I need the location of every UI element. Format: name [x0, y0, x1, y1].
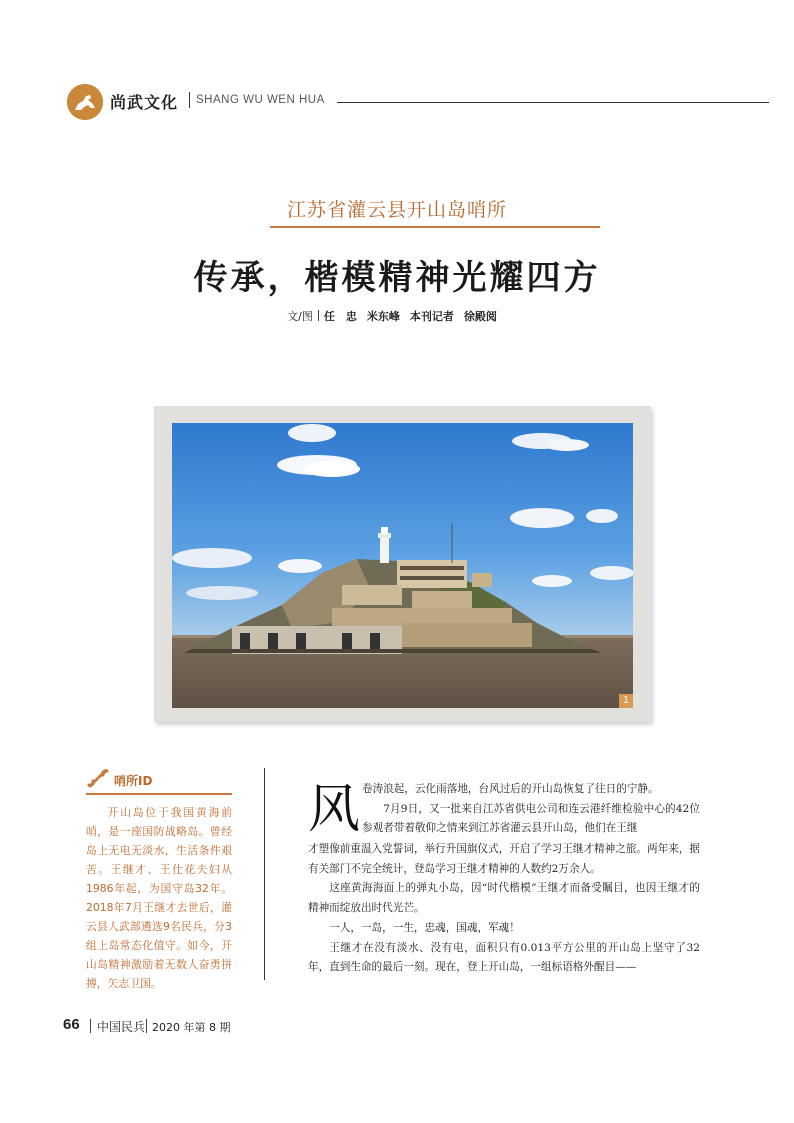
sidebar-title: 哨所ID: [114, 774, 153, 788]
column-pinyin: SHANG WU WEN HUA: [196, 94, 325, 106]
author: 米东峰: [366, 310, 400, 323]
column-logo-icon: [67, 84, 103, 120]
paragraph: 卷涛浪起，云化雨落地，台风过后的开山岛恢复了往日的宁静。: [362, 783, 659, 795]
issue-label: 2020 年第 8 期: [152, 1021, 231, 1034]
paragraph: 这座黄海海面上的弹丸小岛，因“时代楷模”王继才而备受瞩目，也因王继才的精神而绽放出时代光芒。: [308, 882, 700, 915]
magazine-name: 中国民兵: [97, 1020, 146, 1034]
photo-number-badge: 1: [619, 694, 633, 708]
paragraph: 王继才在没有淡水、没有电，面积只有0.013平方公里的开山岛上坚守了32年，直到生命的最后一刻。现在，登上开山岛，一组标语格外醒目——: [308, 941, 700, 974]
byline-separator: [318, 310, 319, 321]
article-headline: 传承，楷模精神光耀四方: [193, 258, 601, 298]
byline: [0, 308, 794, 324]
article-kicker: 江苏省灌云县开山岛哨所: [286, 199, 507, 221]
body-main: [308, 840, 700, 978]
sidebar-text: 开山岛位于我国黄海前哨，是一座国防战略岛。曾经岛上无电无淡水，生活条件艰苦。王继才、王仕花夫妇从1986年起，为国守岛32年。2018年7月王继才去世后，灌云县人武部遴选9名民兵，分3组上岛常态化值守。如今，开山岛精神激励着无数人奋勇拼搏，矢志卫国。: [86, 806, 232, 990]
paragraph: 一人，一岛，一生，忠魂，国魂，军魂！: [329, 921, 520, 934]
kicker-underline: [270, 226, 600, 228]
author: 任 忠: [323, 310, 357, 323]
footer-separator: [90, 1019, 91, 1033]
drop-cap: 风: [308, 780, 361, 840]
link-icon: [86, 768, 110, 790]
author: 徐殿阅: [463, 310, 497, 323]
column-divider: [264, 768, 265, 980]
author: 本刊记者: [409, 310, 454, 323]
byline-label: 文/图: [287, 310, 313, 323]
paragraph: 才塑像前重温入党誓词，举行升国旗仪式，开启了学习王继才精神之旅。两年来，据有关部门不完全统计，登岛学习王继才精神的人数约2万余人。: [308, 843, 700, 875]
header-rule: [337, 102, 769, 103]
footer-separator: [146, 1019, 147, 1033]
column-name: 尚武文化: [110, 93, 179, 112]
sidebar-rule: [86, 793, 232, 795]
paragraph: 7月9日，又一批来自江苏省供电公司和连云港纤维检验中心的42位参观者带着敬仰之情来到江苏省灌云县开山岛，他们在王继: [362, 802, 700, 835]
body-intro: [362, 780, 700, 839]
page-number: 66: [63, 1016, 80, 1033]
island-photo: [172, 423, 633, 708]
column-separator: [189, 92, 190, 108]
